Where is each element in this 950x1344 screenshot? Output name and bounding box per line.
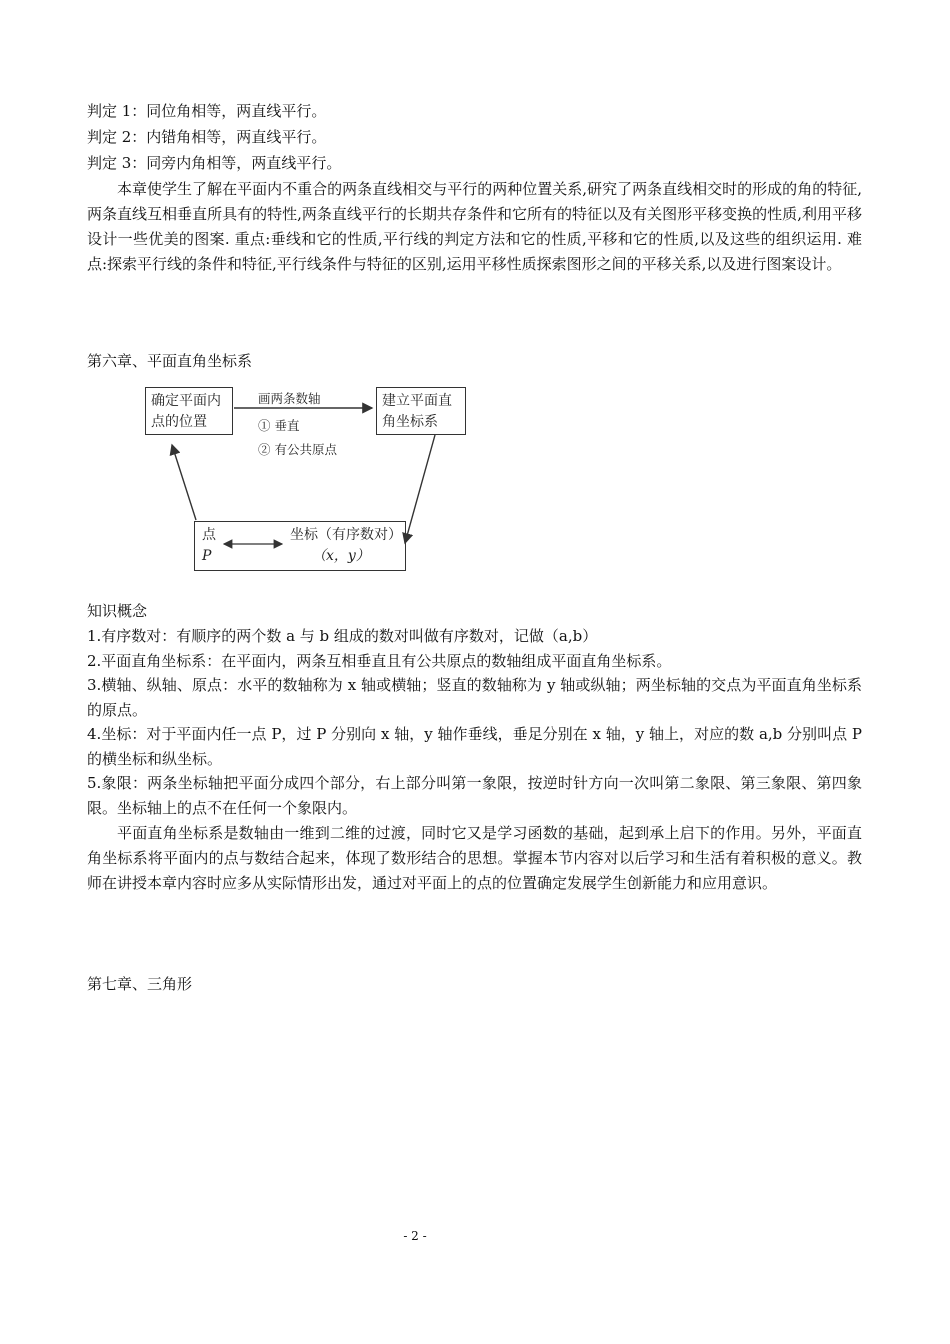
condition-common-origin: ② 有公共原点 xyxy=(258,442,337,457)
point-label: 点 xyxy=(202,527,216,543)
chapter7-title: 第七章、三角形 xyxy=(87,975,193,993)
chapter6-summary: 平面直角坐标系是数轴由一维到二维的过渡，同时它又是学习函数的基础，起到承上启下的作用。另外，平面直角坐标系将平面内的点与数结合起来，体现了数形结合的思想。掌握本节内容对以后学习和生活有着积极的意义。教师在讲授本章内容时应多从实际情形出发，通过对平面上的点的位置确定发展学生创新能力和应用意识。 xyxy=(87,824,862,892)
knowledge-item-4: 4.坐标：对于平面内任一点 P，过 P 分别向 x 轴，y 轴作垂线，垂足分别在 x 轴，y 轴上，对应的数 a,b 分别叫点 P 的横坐标和纵坐标。 xyxy=(87,725,862,768)
left-box-line-1: 确定平面内 xyxy=(151,393,221,409)
knowledge-title: 知识概念 xyxy=(87,602,148,620)
knowledge-item-1: 1.有序数对：有顺序的两个数 a 与 b 组成的数对叫做有序数对，记做（a,b） xyxy=(87,627,598,645)
chapter6-title: 第六章、平面直角坐标系 xyxy=(87,352,253,370)
chapter5-summary: 本章使学生了解在平面内不重合的两条直线相交与平行的两种位置关系,研究了两条直线相交时的形成的角的特征,两条直线互相垂直所具有的特性,两条直线平行的长期共存条件和它所有的特征以及有关图形平移变换的性质,利用平移设计一些优美的图案. 重点:垂线和它的性质,平行线的判定方法和它的性质,平移和它的性质,以及这些的组织运用. 难点:探索平行线的条件和特征,平行线条件与特征的区别,运用平移性质探索图形之间的平移关系,以及进行图案设计。 xyxy=(87,180,862,273)
judgment-1: 判定 1：同位角相等，两直线平行。 xyxy=(87,102,327,120)
knowledge-item-3: 3.横轴、纵轴、原点：水平的数轴称为 x 轴或横轴；竖直的数轴称为 y 轴或纵轴；两坐标轴的交点为平面直角坐标系的原点。 xyxy=(87,676,862,719)
judgment-2: 判定 2：内错角相等，两直线平行。 xyxy=(87,128,327,146)
arrow-to-bottom-box xyxy=(405,435,435,543)
left-box-line-2: 点的位置 xyxy=(151,414,207,430)
right-box-line-1: 建立平面直 xyxy=(382,393,452,409)
condition-perpendicular: ① 垂直 xyxy=(258,418,300,433)
point-p-label: P xyxy=(202,548,212,564)
knowledge-item-5: 5.象限：两条坐标轴把平面分成四个部分，右上部分叫第一象限，按逆时针方向一次叫第二象限、第三象限、第四象限。坐标轴上的点不在任何一个象限内。 xyxy=(87,774,862,817)
right-box-line-2: 角坐标系 xyxy=(382,414,438,430)
coordinate-label: 坐标（有序数对） xyxy=(290,527,402,543)
page-number: - 2 - xyxy=(403,1229,427,1243)
judgment-3: 判定 3：同旁内角相等，两直线平行。 xyxy=(87,154,342,172)
arrow-to-left-box xyxy=(172,445,196,520)
coordinate-value: （x，y） xyxy=(312,548,370,564)
coordinate-system-diagram xyxy=(140,383,475,575)
draw-two-axes-label: 画两条数轴 xyxy=(258,391,321,406)
knowledge-item-2: 2.平面直角坐标系：在平面内，两条互相垂直且有公共原点的数轴组成平面直角坐标系。 xyxy=(87,652,672,670)
